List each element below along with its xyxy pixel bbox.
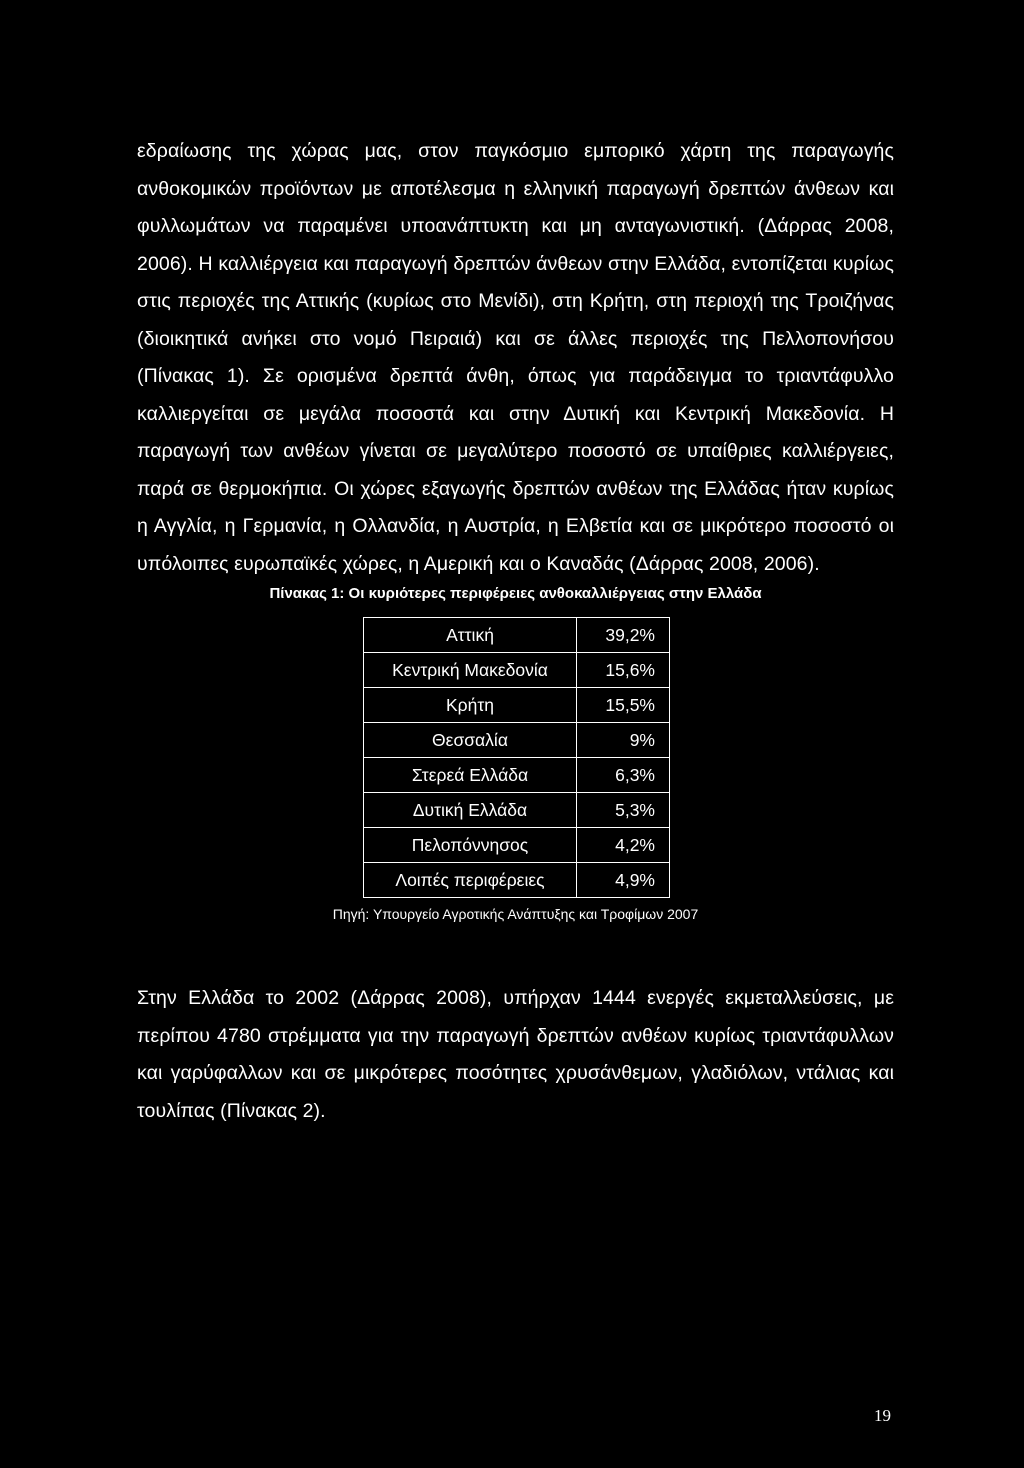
table-row bbox=[364, 688, 670, 723]
region-cell: Λοιπές περιφέρειες bbox=[364, 863, 577, 898]
table-caption: Πίνακας 1: Οι κυριότερες περιφέρειες ανθοκαλλιέργειας στην Ελλάδα bbox=[269, 585, 762, 602]
paragraph-statistics: Στην Ελλάδα το 2002 (Δάρρας 2008), υπήρχαν 1444 ενεργές εκμεταλλεύσεις, με περίπου 4780 στρέμματα για την παραγωγή δρεπτών ανθέων κυρίως τριαντάφυλλων και γαρύφαλλων και σε μικρότερες ποσότητες χρυσάνθεμων, γλαδιόλων, ντάλιας και τουλίπας (Πίνακας 2). bbox=[137, 987, 894, 1122]
region-cell: Κρήτη bbox=[364, 688, 577, 723]
percent-cell: 15,5% bbox=[577, 688, 670, 723]
percent-cell: 15,6% bbox=[577, 653, 670, 688]
percent-cell: 6,3% bbox=[577, 758, 670, 793]
region-cell: Κεντρική Μακεδονία bbox=[364, 653, 577, 688]
region-cell: Πελοπόννησος bbox=[364, 828, 577, 863]
table-source: Πηγή: Υπουργείο Αγροτικής Ανάπτυξης και Τροφίμων 2007 bbox=[332, 906, 699, 922]
paragraph-intro: εδραίωσης της χώρας μας, στον παγκόσμιο εμπορικό χάρτη της παραγωγής ανθοκομικών προϊόντων με αποτέλεσμα η ελληνική παραγωγή δρεπτών άνθεων και φυλλωμάτων να παραμένει υποανάπτυκτη και μη ανταγωνιστική. (Δάρρας 2008, 2006). Η καλλιέργεια και παραγωγή δρεπτών άνθεων στην Ελλάδα, εντοπίζεται κυρίως στις περιοχές της Αττικής (κυρίως στο Μενίδι), στη Κρήτη, στη περιοχή της Τροιζήνας (διοικητικά ανήκει στο νομό Πειραιά) και σε άλλες περιοχές της Πελλοπονήσου (Πίνακας 1). Σε ορισμένα δρεπτά άνθη, όπως για παράδειγμα το τριαντάφυλλο καλλιεργείται σε μεγάλα ποσοστά και στην Δυτική και Κεντρική Μακεδονία. Η παραγωγή των ανθέων γίνεται σε μεγαλύτερο ποσοστό σε υπαίθριες καλλιέργειες, παρά σε θερμοκήπια. Οι χώρες εξαγωγής δρεπτών ανθέων της Ελλάδας ήταν κυρίως η Αγγλία, η Γερμανία, η Ολλανδία, η Αυστρία, η Ελβετία και σε μικρότερο ποσοστό οι υπόλοιπες ευρωπαϊκές χώρες, η Αμερική και ο Καναδάς (Δάρρας 2008, 2006). bbox=[137, 140, 894, 575]
table-wrapper bbox=[139, 617, 894, 898]
table-row bbox=[364, 653, 670, 688]
region-cell: Αττική bbox=[364, 618, 577, 653]
percent-cell: 4,2% bbox=[577, 828, 670, 863]
percent-cell: 4,9% bbox=[577, 863, 670, 898]
table-row bbox=[364, 618, 670, 653]
document-page bbox=[137, 133, 894, 1130]
region-cell: Δυτική Ελλάδα bbox=[364, 793, 577, 828]
table-row bbox=[364, 793, 670, 828]
table-row bbox=[364, 828, 670, 863]
percent-cell: 39,2% bbox=[577, 618, 670, 653]
regions-table bbox=[363, 617, 670, 898]
table-row bbox=[364, 863, 670, 898]
percent-cell: 5,3% bbox=[577, 793, 670, 828]
table-row bbox=[364, 723, 670, 758]
page-number: 19 bbox=[874, 1406, 891, 1425]
table-row bbox=[364, 758, 670, 793]
region-cell: Στερεά Ελλάδα bbox=[364, 758, 577, 793]
region-cell: Θεσσαλία bbox=[364, 723, 577, 758]
percent-cell: 9% bbox=[577, 723, 670, 758]
